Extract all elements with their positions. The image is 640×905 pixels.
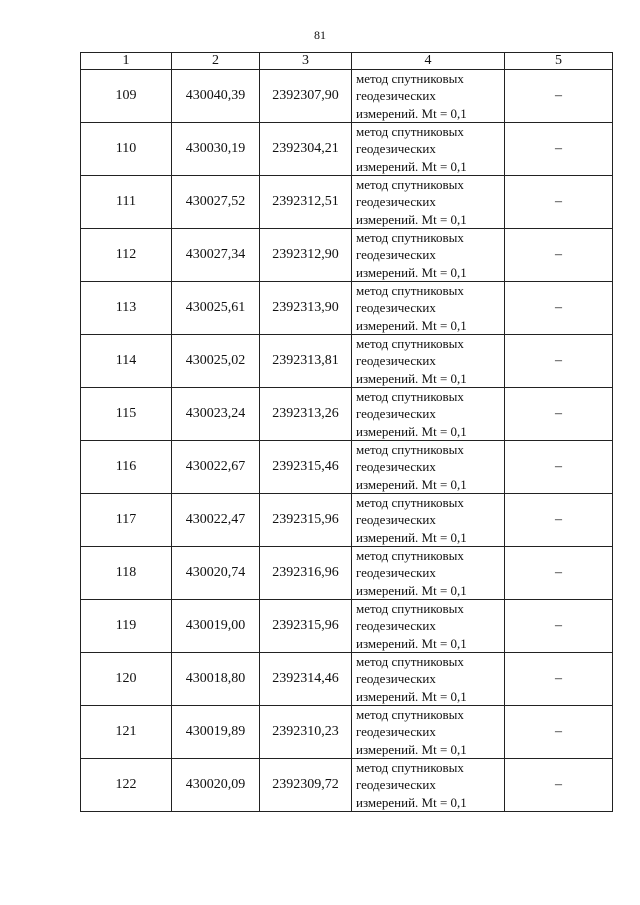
method-cell	[352, 123, 505, 176]
point-number-cell: 120	[81, 653, 172, 706]
table-row	[81, 600, 613, 653]
method-line: измерений. Mt = 0,1	[356, 317, 467, 333]
point-number-cell: 112	[81, 229, 172, 282]
note-cell: –	[505, 123, 613, 176]
y-coordinate-cell: 2392313,90	[260, 282, 352, 335]
y-coordinate-cell: 2392310,23	[260, 706, 352, 759]
note-cell: –	[505, 441, 613, 494]
method-line: измерений. Mt = 0,1	[356, 635, 467, 651]
method-line: измерений. Mt = 0,1	[356, 688, 467, 704]
point-number-cell: 116	[81, 441, 172, 494]
x-coordinate-cell: 430027,34	[172, 229, 260, 282]
y-coordinate-cell: 2392313,26	[260, 388, 352, 441]
method-line: геодезических	[356, 247, 436, 263]
point-number-cell: 113	[81, 282, 172, 335]
table-row	[81, 70, 613, 123]
method-cell	[352, 229, 505, 282]
column-header: 2	[172, 53, 260, 70]
method-cell	[352, 282, 505, 335]
table-row	[81, 176, 613, 229]
method-line: геодезических	[356, 406, 436, 422]
x-coordinate-cell: 430019,00	[172, 600, 260, 653]
point-number-cell: 118	[81, 547, 172, 600]
y-coordinate-cell: 2392309,72	[260, 759, 352, 812]
point-number-cell: 114	[81, 335, 172, 388]
method-line: измерений. Mt = 0,1	[356, 476, 467, 492]
method-line: метод спутниковых	[356, 230, 464, 246]
point-number-cell: 122	[81, 759, 172, 812]
method-line: измерений. Mt = 0,1	[356, 105, 467, 121]
point-number-cell: 117	[81, 494, 172, 547]
method-line: метод спутниковых	[356, 654, 464, 670]
x-coordinate-cell: 430020,74	[172, 547, 260, 600]
method-cell	[352, 70, 505, 123]
point-number-cell: 121	[81, 706, 172, 759]
column-header: 1	[81, 53, 172, 70]
coordinates-table	[80, 52, 613, 812]
table-row	[81, 282, 613, 335]
note-cell: –	[505, 176, 613, 229]
note-cell: –	[505, 759, 613, 812]
x-coordinate-cell: 430019,89	[172, 706, 260, 759]
method-line: геодезических	[356, 671, 436, 687]
y-coordinate-cell: 2392314,46	[260, 653, 352, 706]
method-cell	[352, 176, 505, 229]
note-cell: –	[505, 547, 613, 600]
y-coordinate-cell: 2392315,46	[260, 441, 352, 494]
x-coordinate-cell: 430025,02	[172, 335, 260, 388]
method-line: метод спутниковых	[356, 442, 464, 458]
point-number-cell: 109	[81, 70, 172, 123]
point-number-cell: 115	[81, 388, 172, 441]
y-coordinate-cell: 2392315,96	[260, 600, 352, 653]
method-line: геодезических	[356, 724, 436, 740]
y-coordinate-cell: 2392304,21	[260, 123, 352, 176]
x-coordinate-cell: 430018,80	[172, 653, 260, 706]
y-coordinate-cell: 2392315,96	[260, 494, 352, 547]
table-row	[81, 123, 613, 176]
method-line: геодезических	[356, 459, 436, 475]
note-cell: –	[505, 600, 613, 653]
point-number-cell: 110	[81, 123, 172, 176]
page-number: 81	[314, 28, 326, 42]
method-line: измерений. Mt = 0,1	[356, 158, 467, 174]
method-cell	[352, 335, 505, 388]
method-line: измерений. Mt = 0,1	[356, 794, 467, 810]
method-cell	[352, 759, 505, 812]
method-line: измерений. Mt = 0,1	[356, 582, 467, 598]
y-coordinate-cell: 2392316,96	[260, 547, 352, 600]
note-cell: –	[505, 282, 613, 335]
y-coordinate-cell: 2392313,81	[260, 335, 352, 388]
x-coordinate-cell: 430022,67	[172, 441, 260, 494]
column-header: 5	[505, 53, 613, 70]
method-line: измерений. Mt = 0,1	[356, 529, 467, 545]
method-line: метод спутниковых	[356, 124, 464, 140]
y-coordinate-cell: 2392312,51	[260, 176, 352, 229]
method-line: геодезических	[356, 300, 436, 316]
method-line: метод спутниковых	[356, 389, 464, 405]
method-line: метод спутниковых	[356, 71, 464, 87]
note-cell: –	[505, 70, 613, 123]
table-row	[81, 494, 613, 547]
x-coordinate-cell: 430025,61	[172, 282, 260, 335]
x-coordinate-cell: 430023,24	[172, 388, 260, 441]
method-line: геодезических	[356, 194, 436, 210]
method-line: метод спутниковых	[356, 601, 464, 617]
table-row	[81, 229, 613, 282]
method-line: метод спутниковых	[356, 177, 464, 193]
note-cell: –	[505, 653, 613, 706]
table-row	[81, 759, 613, 812]
method-line: измерений. Mt = 0,1	[356, 741, 467, 757]
method-line: измерений. Mt = 0,1	[356, 211, 467, 227]
table-row	[81, 706, 613, 759]
note-cell: –	[505, 388, 613, 441]
y-coordinate-cell: 2392312,90	[260, 229, 352, 282]
method-cell	[352, 494, 505, 547]
method-line: метод спутниковых	[356, 707, 464, 723]
method-line: измерений. Mt = 0,1	[356, 370, 467, 386]
x-coordinate-cell: 430027,52	[172, 176, 260, 229]
method-line: измерений. Mt = 0,1	[356, 264, 467, 280]
x-coordinate-cell: 430022,47	[172, 494, 260, 547]
method-line: метод спутниковых	[356, 495, 464, 511]
y-coordinate-cell: 2392307,90	[260, 70, 352, 123]
method-line: метод спутниковых	[356, 760, 464, 776]
point-number-cell: 111	[81, 176, 172, 229]
method-line: геодезических	[356, 512, 436, 528]
method-cell	[352, 600, 505, 653]
method-line: геодезических	[356, 88, 436, 104]
method-line: метод спутниковых	[356, 336, 464, 352]
note-cell: –	[505, 229, 613, 282]
note-cell: –	[505, 706, 613, 759]
method-cell	[352, 706, 505, 759]
method-line: геодезических	[356, 141, 436, 157]
table-row	[81, 653, 613, 706]
method-line: геодезических	[356, 777, 436, 793]
column-header: 3	[260, 53, 352, 70]
method-cell	[352, 441, 505, 494]
method-line: геодезических	[356, 618, 436, 634]
table-row	[81, 388, 613, 441]
method-line: измерений. Mt = 0,1	[356, 423, 467, 439]
method-line: метод спутниковых	[356, 283, 464, 299]
note-cell: –	[505, 494, 613, 547]
x-coordinate-cell: 430040,39	[172, 70, 260, 123]
note-cell: –	[505, 335, 613, 388]
table-row	[81, 547, 613, 600]
column-header: 4	[352, 53, 505, 70]
method-cell	[352, 547, 505, 600]
method-line: метод спутниковых	[356, 548, 464, 564]
table-row	[81, 441, 613, 494]
method-line: геодезических	[356, 565, 436, 581]
table-header-row	[81, 53, 613, 70]
x-coordinate-cell: 430020,09	[172, 759, 260, 812]
x-coordinate-cell: 430030,19	[172, 123, 260, 176]
method-line: геодезических	[356, 353, 436, 369]
point-number-cell: 119	[81, 600, 172, 653]
method-cell	[352, 653, 505, 706]
method-cell	[352, 388, 505, 441]
table-row	[81, 335, 613, 388]
